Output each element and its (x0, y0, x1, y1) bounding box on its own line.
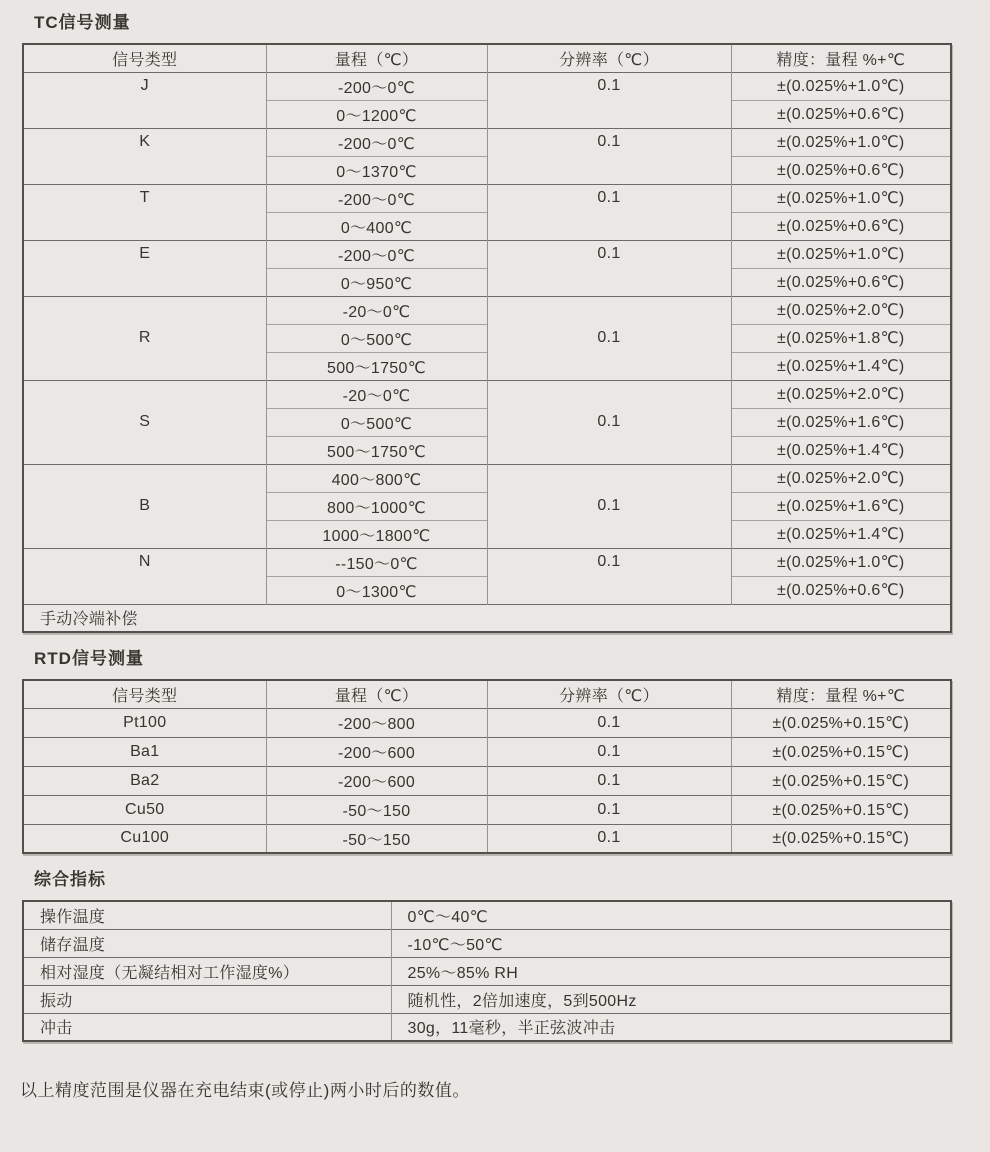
spec-value-cell: 25%～85% RH (391, 957, 951, 985)
rtd-signal-table (22, 679, 952, 854)
spec-label-cell: 相对湿度（无凝结相对工作湿度%） (23, 957, 391, 985)
tc-header-row (23, 44, 951, 72)
signal-type-cell: Pt100 (23, 708, 266, 737)
tc-footer-row (23, 604, 951, 632)
accuracy-cell: ±(0.025%+1.6℃) (731, 408, 951, 436)
range-cell: 0～1200℃ (266, 100, 487, 128)
accuracy-cell: ±(0.025%+1.4℃) (731, 436, 951, 464)
accuracy-cell: ±(0.025%+2.0℃) (731, 296, 951, 324)
range-cell: 0～1300℃ (266, 576, 487, 604)
accuracy-cell: ±(0.025%+1.0℃) (731, 184, 951, 212)
spec-label-cell: 振动 (23, 985, 391, 1013)
signal-type-cell: B (23, 464, 266, 548)
range-cell: -20～0℃ (266, 296, 487, 324)
accuracy-cell: ±(0.025%+2.0℃) (731, 380, 951, 408)
table-row (23, 296, 951, 324)
signal-type-cell: R (23, 296, 266, 380)
range-cell: -200～0℃ (266, 72, 487, 100)
accuracy-cell: ±(0.025%+1.4℃) (731, 520, 951, 548)
header-range: 量程（℃） (266, 44, 487, 72)
range-cell: 500～1750℃ (266, 352, 487, 380)
range-cell: 0～950℃ (266, 268, 487, 296)
resolution-cell: 0.1 (487, 184, 731, 240)
table-row (23, 766, 951, 795)
table-row (23, 708, 951, 737)
accuracy-cell: ±(0.025%+0.6℃) (731, 268, 951, 296)
accuracy-cell: ±(0.025%+0.15℃) (731, 737, 951, 766)
resolution-cell: 0.1 (487, 548, 731, 604)
range-cell: -200～0℃ (266, 240, 487, 268)
table-row (23, 548, 951, 576)
spec-label-cell: 冲击 (23, 1013, 391, 1041)
header-range: 量程（℃） (266, 680, 487, 708)
range-cell: -200～0℃ (266, 184, 487, 212)
resolution-cell: 0.1 (487, 795, 731, 824)
resolution-cell: 0.1 (487, 240, 731, 296)
table-row (23, 240, 951, 268)
range-cell: -20～0℃ (266, 380, 487, 408)
resolution-cell: 0.1 (487, 737, 731, 766)
accuracy-cell: ±(0.025%+1.8℃) (731, 324, 951, 352)
range-cell: -50～150 (266, 795, 487, 824)
resolution-cell: 0.1 (487, 464, 731, 548)
spec-value-cell: 0℃～40℃ (391, 901, 951, 929)
accuracy-cell: ±(0.025%+1.0℃) (731, 128, 951, 156)
table-row (23, 824, 951, 853)
rtd-header-row (23, 680, 951, 708)
range-cell: -200～600 (266, 737, 487, 766)
tc-table-body (23, 72, 951, 632)
header-resolution: 分辨率（℃） (487, 680, 731, 708)
spec-document (0, 12, 990, 1101)
header-resolution: 分辨率（℃） (487, 44, 731, 72)
resolution-cell: 0.1 (487, 72, 731, 128)
resolution-cell: 0.1 (487, 766, 731, 795)
resolution-cell: 0.1 (487, 824, 731, 853)
spec-value-cell: -10℃～50℃ (391, 929, 951, 957)
range-cell: --150～0℃ (266, 548, 487, 576)
signal-type-cell: Cu50 (23, 795, 266, 824)
spec-value-cell: 30g，11毫秒，半正弦波冲击 (391, 1013, 951, 1041)
accuracy-cell: ±(0.025%+1.4℃) (731, 352, 951, 380)
table-row (23, 901, 951, 929)
table-row (23, 929, 951, 957)
cold-junction-compensation-cell: 手动冷端补偿 (23, 604, 951, 632)
table-row (23, 985, 951, 1013)
spec-label-cell: 操作温度 (23, 901, 391, 929)
header-accuracy: 精度：量程 %+℃ (731, 44, 951, 72)
accuracy-cell: ±(0.025%+0.6℃) (731, 156, 951, 184)
general-table-body (23, 901, 951, 1041)
accuracy-cell: ±(0.025%+0.6℃) (731, 576, 951, 604)
rtd-table-body (23, 708, 951, 853)
table-row (23, 957, 951, 985)
rtd-section-title: RTD信号测量 (34, 649, 144, 668)
resolution-cell: 0.1 (487, 708, 731, 737)
accuracy-cell: ±(0.025%+0.6℃) (731, 100, 951, 128)
signal-type-cell: J (23, 72, 266, 128)
range-cell: 0～500℃ (266, 408, 487, 436)
header-accuracy: 精度：量程 %+℃ (731, 680, 951, 708)
signal-type-cell: T (23, 184, 266, 240)
range-cell: 0～500℃ (266, 324, 487, 352)
signal-type-cell: S (23, 380, 266, 464)
table-row (23, 464, 951, 492)
header-signal-type: 信号类型 (23, 680, 266, 708)
accuracy-cell: ±(0.025%+1.0℃) (731, 240, 951, 268)
table-row (23, 1013, 951, 1041)
table-row (23, 72, 951, 100)
range-cell: -200～600 (266, 766, 487, 795)
signal-type-cell: Ba2 (23, 766, 266, 795)
range-cell: 400～800℃ (266, 464, 487, 492)
header-signal-type: 信号类型 (23, 44, 266, 72)
range-cell: 500～1750℃ (266, 436, 487, 464)
tc-signal-table (22, 43, 952, 633)
range-cell: 0～400℃ (266, 212, 487, 240)
general-section-title: 综合指标 (34, 870, 106, 889)
resolution-cell: 0.1 (487, 380, 731, 464)
range-cell: 0～1370℃ (266, 156, 487, 184)
accuracy-note: 以上精度范围是仪器在充电结束(或停止)两小时后的数值。 (20, 1081, 470, 1100)
accuracy-cell: ±(0.025%+0.6℃) (731, 212, 951, 240)
table-row (23, 184, 951, 212)
range-cell: -200～800 (266, 708, 487, 737)
accuracy-cell: ±(0.025%+1.6℃) (731, 492, 951, 520)
range-cell: -200～0℃ (266, 128, 487, 156)
accuracy-cell: ±(0.025%+0.15℃) (731, 795, 951, 824)
range-cell: 800～1000℃ (266, 492, 487, 520)
resolution-cell: 0.1 (487, 296, 731, 380)
accuracy-cell: ±(0.025%+2.0℃) (731, 464, 951, 492)
accuracy-cell: ±(0.025%+0.15℃) (731, 766, 951, 795)
table-row (23, 128, 951, 156)
accuracy-cell: ±(0.025%+1.0℃) (731, 72, 951, 100)
tc-section-title: TC信号测量 (34, 13, 131, 32)
signal-type-cell: Ba1 (23, 737, 266, 766)
accuracy-cell: ±(0.025%+0.15℃) (731, 708, 951, 737)
signal-type-cell: N (23, 548, 266, 604)
table-row (23, 795, 951, 824)
range-cell: 1000～1800℃ (266, 520, 487, 548)
table-row (23, 380, 951, 408)
signal-type-cell: E (23, 240, 266, 296)
spec-value-cell: 随机性，2倍加速度，5到500Hz (391, 985, 951, 1013)
signal-type-cell: K (23, 128, 266, 184)
resolution-cell: 0.1 (487, 128, 731, 184)
general-spec-table (22, 900, 952, 1042)
table-row (23, 737, 951, 766)
accuracy-cell: ±(0.025%+1.0℃) (731, 548, 951, 576)
range-cell: -50～150 (266, 824, 487, 853)
spec-label-cell: 储存温度 (23, 929, 391, 957)
accuracy-cell: ±(0.025%+0.15℃) (731, 824, 951, 853)
signal-type-cell: Cu100 (23, 824, 266, 853)
